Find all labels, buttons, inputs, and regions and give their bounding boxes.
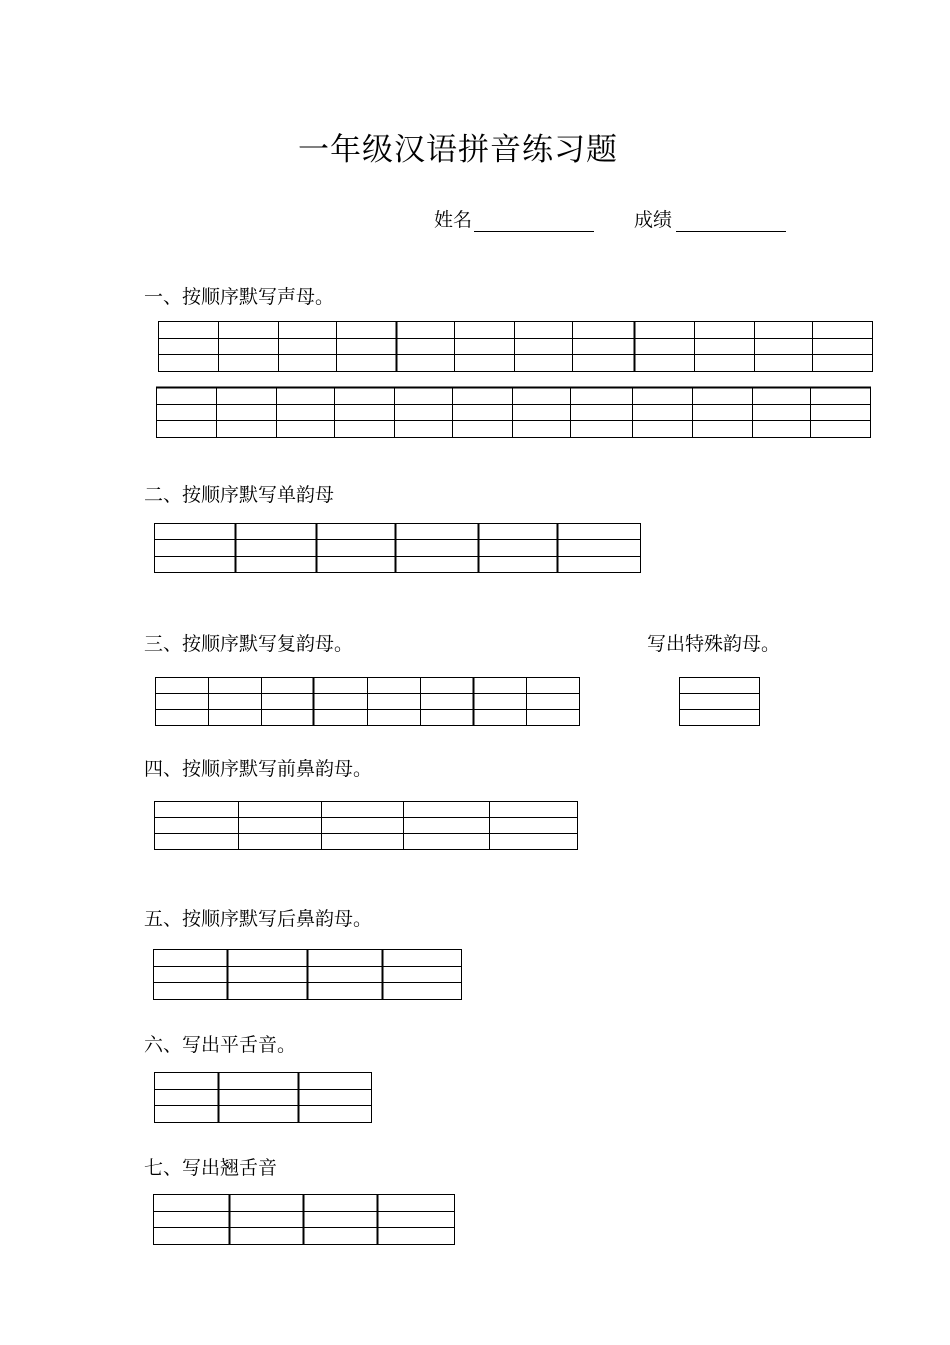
initials-grid-b[interactable] <box>156 387 872 439</box>
page-title: 一年级汉语拼音练习题 <box>298 132 618 168</box>
section-3-heading: 三、按顺序默写复韵母。 <box>144 633 354 655</box>
writing-grid-lines <box>153 949 463 1001</box>
writing-grid-lines <box>154 1072 373 1124</box>
compound-finals-grid[interactable] <box>155 677 581 727</box>
section-7-heading: 七、写出翘舌音 <box>144 1157 278 1179</box>
writing-grid-lines <box>156 387 872 439</box>
section-6-heading: 六、写出平舌音。 <box>144 1034 297 1056</box>
special-finals-grid[interactable] <box>679 677 761 727</box>
name-blank[interactable] <box>474 209 594 232</box>
section-5-heading: 五、按顺序默写后鼻韵母。 <box>144 908 373 930</box>
section-1-heading: 一、按顺序默写声母。 <box>144 286 335 308</box>
writing-grid-lines <box>679 677 761 727</box>
writing-grid-lines <box>154 523 642 574</box>
writing-grid-lines <box>155 677 581 727</box>
section-2-heading: 二、按顺序默写单韵母 <box>144 484 335 506</box>
front-nasal-grid[interactable] <box>154 801 579 851</box>
simple-finals-grid[interactable] <box>154 523 642 574</box>
section-4-heading: 四、按顺序默写前鼻韵母。 <box>144 758 373 780</box>
score-blank[interactable] <box>676 209 786 232</box>
back-nasal-grid[interactable] <box>153 949 463 1001</box>
score-field <box>634 205 786 232</box>
flat-tongue-grid[interactable] <box>154 1072 373 1124</box>
retroflex-grid[interactable] <box>153 1194 456 1246</box>
initials-grid-a[interactable] <box>158 321 874 373</box>
writing-grid-lines <box>154 801 579 851</box>
score-label: 成绩 <box>634 209 673 231</box>
name-field <box>434 205 594 232</box>
name-label: 姓名 <box>434 209 473 231</box>
section-3-side-heading: 写出特殊韵母。 <box>647 633 781 655</box>
writing-grid-lines <box>153 1194 456 1246</box>
writing-grid-lines <box>158 321 874 373</box>
